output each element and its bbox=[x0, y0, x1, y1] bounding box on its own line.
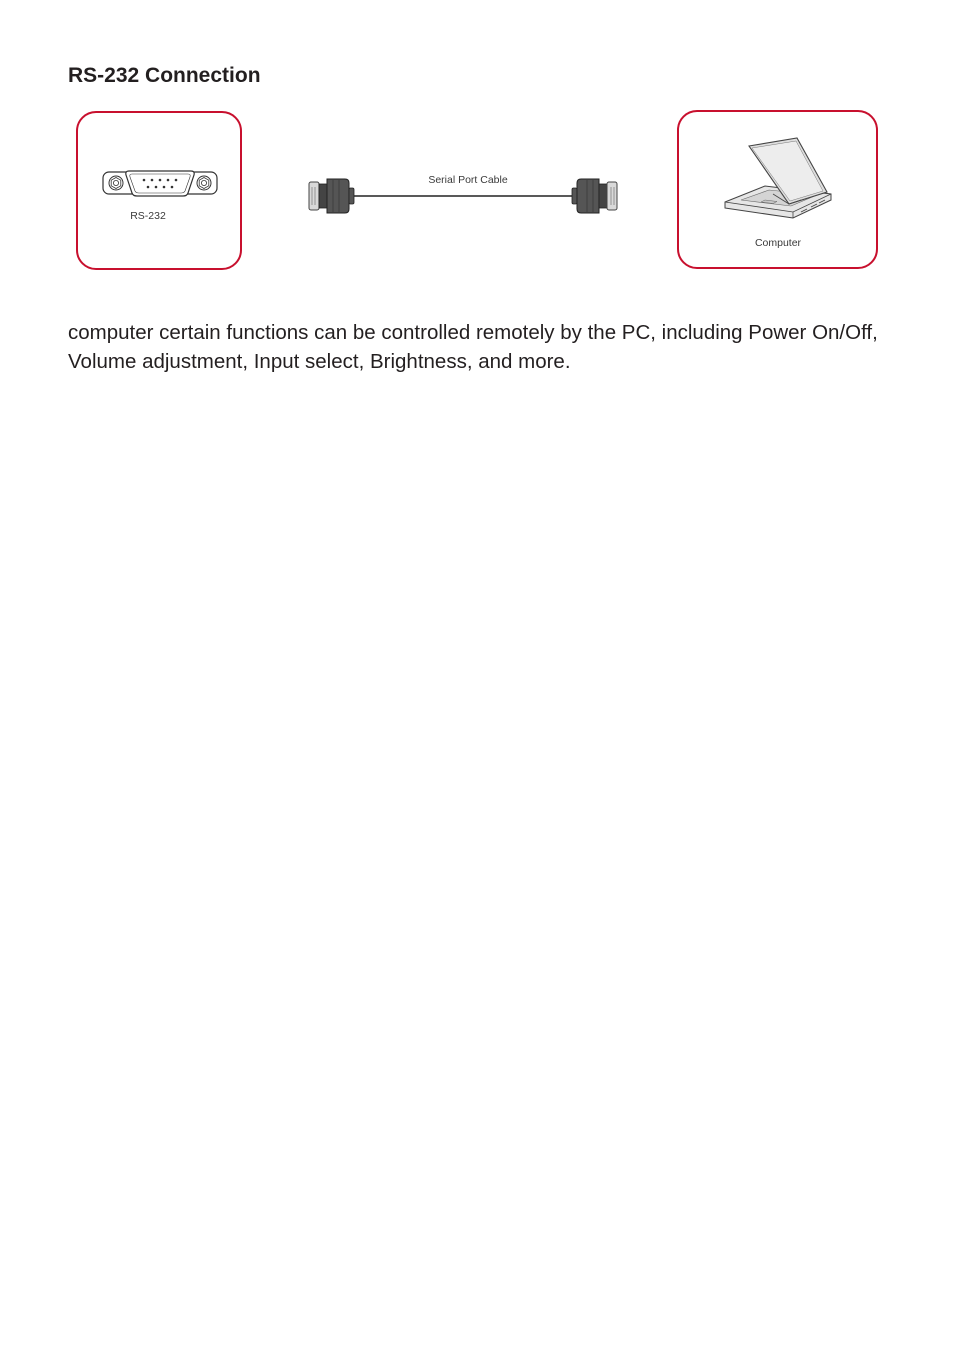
laptop-icon bbox=[721, 134, 833, 224]
section-heading: RS-232 Connection bbox=[68, 64, 261, 87]
rs232-port-panel bbox=[76, 111, 242, 270]
description-paragraph: computer certain functions can be controlled remotely by the PC, including Power On/Off, Volume adjustment, Input select, Brightness, and more. bbox=[68, 321, 878, 373]
port-label: RS-232 bbox=[130, 210, 166, 222]
computer-label: Computer bbox=[754, 237, 802, 249]
computer-panel bbox=[677, 110, 878, 269]
db9-serial-port-icon bbox=[102, 163, 218, 203]
connection-diagram bbox=[0, 100, 954, 290]
cable-label: Serial Port Cable bbox=[428, 174, 508, 186]
serial-cable-icon bbox=[305, 174, 621, 218]
